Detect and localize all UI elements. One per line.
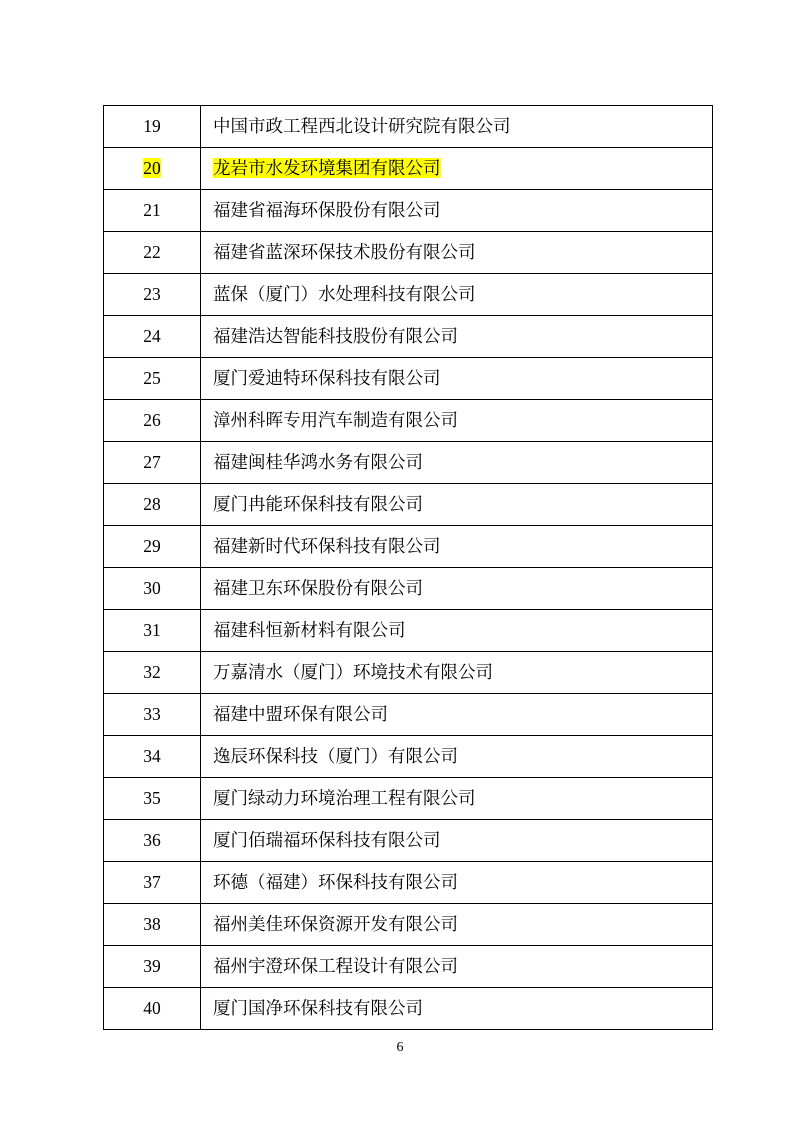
company-name-text: 福建科恒新材料有限公司 bbox=[213, 620, 406, 640]
company-name-text: 蓝保（厦门）水处理科技有限公司 bbox=[213, 284, 476, 304]
row-index-text: 37 bbox=[143, 872, 161, 892]
row-index-text: 21 bbox=[143, 200, 161, 220]
company-name-text: 中国市政工程西北设计研究院有限公司 bbox=[213, 116, 511, 136]
company-name-text: 漳州科晖专用汽车制造有限公司 bbox=[213, 410, 458, 430]
company-name-cell bbox=[201, 526, 713, 568]
row-index-text: 35 bbox=[143, 788, 161, 808]
row-index-text: 25 bbox=[143, 368, 161, 388]
row-index-text: 33 bbox=[143, 704, 161, 724]
company-name-text: 福建浩达智能科技股份有限公司 bbox=[213, 326, 458, 346]
row-index-cell bbox=[104, 316, 201, 358]
table-row bbox=[104, 484, 713, 526]
company-name-cell bbox=[201, 316, 713, 358]
company-name-cell bbox=[201, 694, 713, 736]
row-index-cell bbox=[104, 232, 201, 274]
company-name-text: 福州宇澄环保工程设计有限公司 bbox=[213, 956, 458, 976]
table-row bbox=[104, 652, 713, 694]
company-list-table bbox=[103, 105, 713, 1030]
company-name-cell bbox=[201, 400, 713, 442]
company-name-text: 福建省蓝深环保技术股份有限公司 bbox=[213, 242, 476, 262]
table-row bbox=[104, 736, 713, 778]
company-name-cell bbox=[201, 862, 713, 904]
row-index-text: 26 bbox=[143, 410, 161, 430]
table-row bbox=[104, 316, 713, 358]
row-index-text: 22 bbox=[143, 242, 161, 262]
company-name-text: 厦门国净环保科技有限公司 bbox=[213, 998, 423, 1018]
row-index-text: 32 bbox=[143, 662, 161, 682]
table-row bbox=[104, 148, 713, 190]
row-index-text: 20 bbox=[143, 158, 161, 178]
table-row bbox=[104, 106, 713, 148]
row-index-cell bbox=[104, 862, 201, 904]
row-index-text: 39 bbox=[143, 956, 161, 976]
page-number: 6 bbox=[396, 1040, 404, 1055]
company-name-cell bbox=[201, 820, 713, 862]
row-index-text: 28 bbox=[143, 494, 161, 514]
row-index-cell bbox=[104, 526, 201, 568]
row-index-cell bbox=[104, 736, 201, 778]
row-index-text: 36 bbox=[143, 830, 161, 850]
company-name-cell bbox=[201, 442, 713, 484]
row-index-cell bbox=[104, 610, 201, 652]
table-row bbox=[104, 862, 713, 904]
table-row bbox=[104, 946, 713, 988]
table-row bbox=[104, 988, 713, 1030]
company-name-text: 龙岩市水发环境集团有限公司 bbox=[213, 158, 441, 178]
row-index-text: 19 bbox=[143, 116, 161, 136]
row-index-cell bbox=[104, 148, 201, 190]
table-row bbox=[104, 568, 713, 610]
company-name-cell bbox=[201, 232, 713, 274]
company-name-cell bbox=[201, 736, 713, 778]
row-index-text: 29 bbox=[143, 536, 161, 556]
table-row bbox=[104, 232, 713, 274]
row-index-text: 23 bbox=[143, 284, 161, 304]
row-index-cell bbox=[104, 484, 201, 526]
row-index-cell bbox=[104, 988, 201, 1030]
company-name-cell bbox=[201, 778, 713, 820]
company-name-text: 厦门爱迪特环保科技有限公司 bbox=[213, 368, 441, 388]
table-row bbox=[104, 526, 713, 568]
row-index-cell bbox=[104, 778, 201, 820]
company-name-cell bbox=[201, 652, 713, 694]
row-index-text: 34 bbox=[143, 746, 161, 766]
row-index-text: 30 bbox=[143, 578, 161, 598]
company-name-text: 逸辰环保科技（厦门）有限公司 bbox=[213, 746, 458, 766]
table-row bbox=[104, 778, 713, 820]
table-row bbox=[104, 274, 713, 316]
company-name-cell bbox=[201, 148, 713, 190]
row-index-text: 38 bbox=[143, 914, 161, 934]
row-index-cell bbox=[104, 946, 201, 988]
company-name-cell bbox=[201, 610, 713, 652]
row-index-cell bbox=[104, 442, 201, 484]
table-row bbox=[104, 442, 713, 484]
row-index-cell bbox=[104, 904, 201, 946]
company-name-text: 福建卫东环保股份有限公司 bbox=[213, 578, 423, 598]
table-body bbox=[104, 106, 713, 1030]
company-name-text: 福建新时代环保科技有限公司 bbox=[213, 536, 441, 556]
table-row bbox=[104, 820, 713, 862]
table-row bbox=[104, 610, 713, 652]
company-name-cell bbox=[201, 358, 713, 400]
company-name-cell bbox=[201, 568, 713, 610]
company-name-cell bbox=[201, 484, 713, 526]
row-index-cell bbox=[104, 568, 201, 610]
table-row bbox=[104, 400, 713, 442]
company-name-cell bbox=[201, 904, 713, 946]
company-name-text: 福建中盟环保有限公司 bbox=[213, 704, 388, 724]
company-name-cell bbox=[201, 274, 713, 316]
row-index-cell bbox=[104, 820, 201, 862]
row-index-cell bbox=[104, 652, 201, 694]
company-name-cell bbox=[201, 988, 713, 1030]
table-row bbox=[104, 694, 713, 736]
company-name-text: 厦门冉能环保科技有限公司 bbox=[213, 494, 423, 514]
table-row bbox=[104, 904, 713, 946]
company-name-cell bbox=[201, 106, 713, 148]
row-index-cell bbox=[104, 694, 201, 736]
company-name-text: 万嘉清水（厦门）环境技术有限公司 bbox=[213, 662, 493, 682]
company-name-text: 福州美佳环保资源开发有限公司 bbox=[213, 914, 458, 934]
row-index-cell bbox=[104, 358, 201, 400]
row-index-text: 40 bbox=[143, 998, 161, 1018]
company-name-text: 福建省福海环保股份有限公司 bbox=[213, 200, 441, 220]
table-row bbox=[104, 358, 713, 400]
company-name-cell bbox=[201, 190, 713, 232]
row-index-text: 27 bbox=[143, 452, 161, 472]
row-index-text: 31 bbox=[143, 620, 161, 640]
row-index-text: 24 bbox=[143, 326, 161, 346]
row-index-cell bbox=[104, 274, 201, 316]
row-index-cell bbox=[104, 190, 201, 232]
company-name-text: 福建闽桂华鸿水务有限公司 bbox=[213, 452, 423, 472]
company-name-text: 环德（福建）环保科技有限公司 bbox=[213, 872, 458, 892]
company-name-text: 厦门佰瑞福环保科技有限公司 bbox=[213, 830, 441, 850]
table-row bbox=[104, 190, 713, 232]
row-index-cell bbox=[104, 400, 201, 442]
row-index-cell bbox=[104, 106, 201, 148]
company-name-cell bbox=[201, 946, 713, 988]
company-name-text: 厦门绿动力环境治理工程有限公司 bbox=[213, 788, 476, 808]
